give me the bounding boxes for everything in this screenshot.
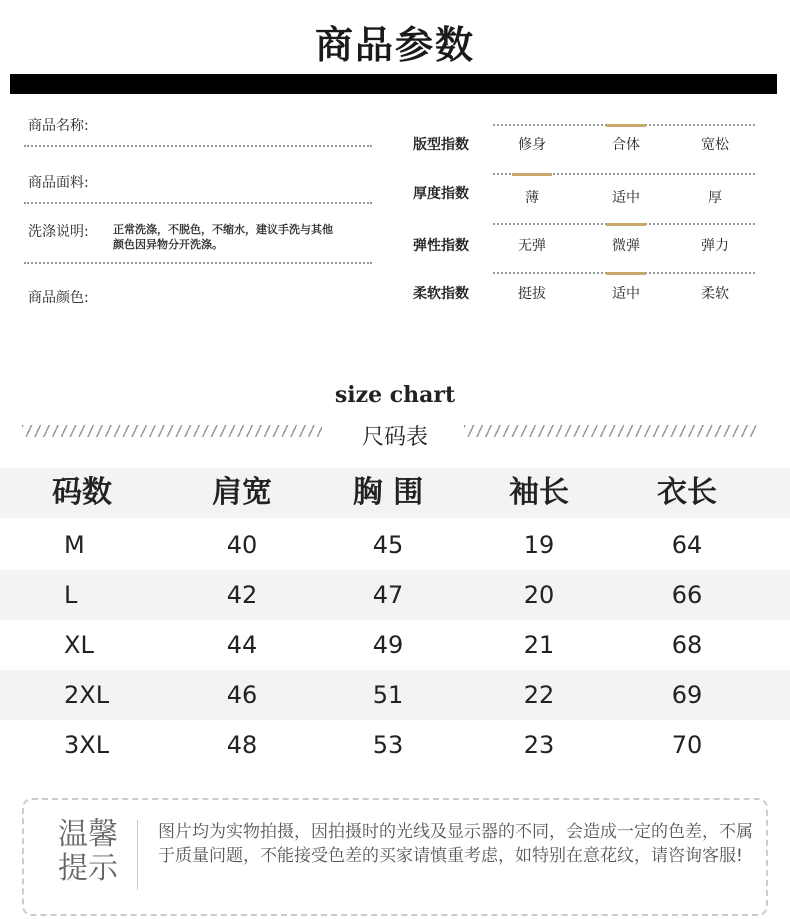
tip-title-line1: 温馨	[58, 817, 118, 852]
index-marker	[606, 124, 646, 127]
table-cell: 70	[671, 731, 703, 759]
table-cell: 22	[523, 681, 555, 709]
table-row	[0, 620, 790, 670]
table-cell: 3XL	[64, 731, 110, 759]
table-cell: 2XL	[64, 681, 110, 709]
index-option: 宽松	[701, 137, 729, 153]
size-chart-title-en: size chart	[334, 382, 456, 408]
table-cell: 42	[226, 581, 258, 609]
table-cell: 44	[226, 631, 258, 659]
index-marker	[606, 223, 646, 226]
table-row	[0, 670, 790, 720]
index-marker	[512, 173, 552, 176]
table-row	[0, 570, 790, 620]
wash-label: 洗涤说明:	[28, 224, 89, 240]
header-cell: 码数	[52, 475, 112, 510]
header-cell: 肩宽	[212, 475, 272, 510]
divider	[24, 262, 372, 264]
index-option: 厚	[708, 190, 722, 206]
table-cell: 51	[372, 681, 404, 709]
divider	[24, 145, 372, 147]
table-cell: 21	[523, 631, 555, 659]
index-marker	[606, 272, 646, 275]
header-cell: 衣长	[657, 475, 717, 510]
index-option: 微弹	[612, 238, 640, 254]
tip-title	[50, 818, 126, 886]
header-bar	[10, 74, 777, 94]
table-cell: 69	[671, 681, 703, 709]
table-cell: 20	[523, 581, 555, 609]
size-chart-title-cn: 尺码表	[361, 425, 428, 450]
table-cell: 66	[671, 581, 703, 609]
table-cell: L	[64, 581, 78, 609]
product-name-label: 商品名称:	[28, 118, 89, 134]
divider	[24, 202, 372, 204]
table-cell: 45	[372, 531, 404, 559]
index-option: 适中	[612, 190, 640, 206]
wash-note: 正常洗涤，不脱色，不缩水，建议手洗与其他颜色因异物分开洗涤。	[113, 223, 333, 251]
table-cell: M	[64, 531, 85, 559]
header-cell: 胸 围	[352, 475, 424, 510]
table-cell: 68	[671, 631, 703, 659]
index-option: 无弹	[518, 238, 546, 254]
table-header	[0, 468, 790, 518]
table-cell: 53	[372, 731, 404, 759]
tip-title-line2: 提示	[58, 851, 118, 886]
index-option: 弹力	[701, 238, 729, 254]
table-cell: 47	[372, 581, 404, 609]
table-row	[0, 720, 790, 770]
table-cell: 64	[671, 531, 703, 559]
product-fabric-label: 商品面料:	[28, 175, 89, 191]
index-label: 柔软指数	[413, 286, 469, 302]
index-label: 版型指数	[413, 137, 469, 153]
index-label: 弹性指数	[413, 238, 469, 254]
page-title: 商品参数	[314, 23, 475, 67]
table-cell: 40	[226, 531, 258, 559]
product-color-label: 商品颜色:	[28, 290, 89, 306]
tip-text: 图片均为实物拍摄，因拍摄时的光线及显示器的不同，会造成一定的色差，不属于质量问题，不能接受色差的买家请慎重考虑，如特别在意花纹，请咨询客服!	[158, 822, 753, 866]
index-option: 薄	[525, 190, 539, 206]
table-cell: 49	[372, 631, 404, 659]
table-cell: 46	[226, 681, 258, 709]
table-cell: 48	[226, 731, 258, 759]
table-cell: XL	[64, 631, 94, 659]
index-option: 适中	[612, 286, 640, 302]
index-option: 修身	[518, 137, 546, 153]
table-cell: 23	[523, 731, 555, 759]
header-cell: 袖长	[509, 475, 569, 510]
tip-divider	[137, 820, 138, 890]
table-row	[0, 520, 790, 570]
index-label: 厚度指数	[413, 186, 469, 202]
index-option: 合体	[612, 137, 640, 153]
index-option: 挺拔	[518, 286, 546, 302]
decor-slashes	[464, 425, 756, 437]
table-cell: 19	[523, 531, 555, 559]
index-option: 柔软	[701, 286, 729, 302]
